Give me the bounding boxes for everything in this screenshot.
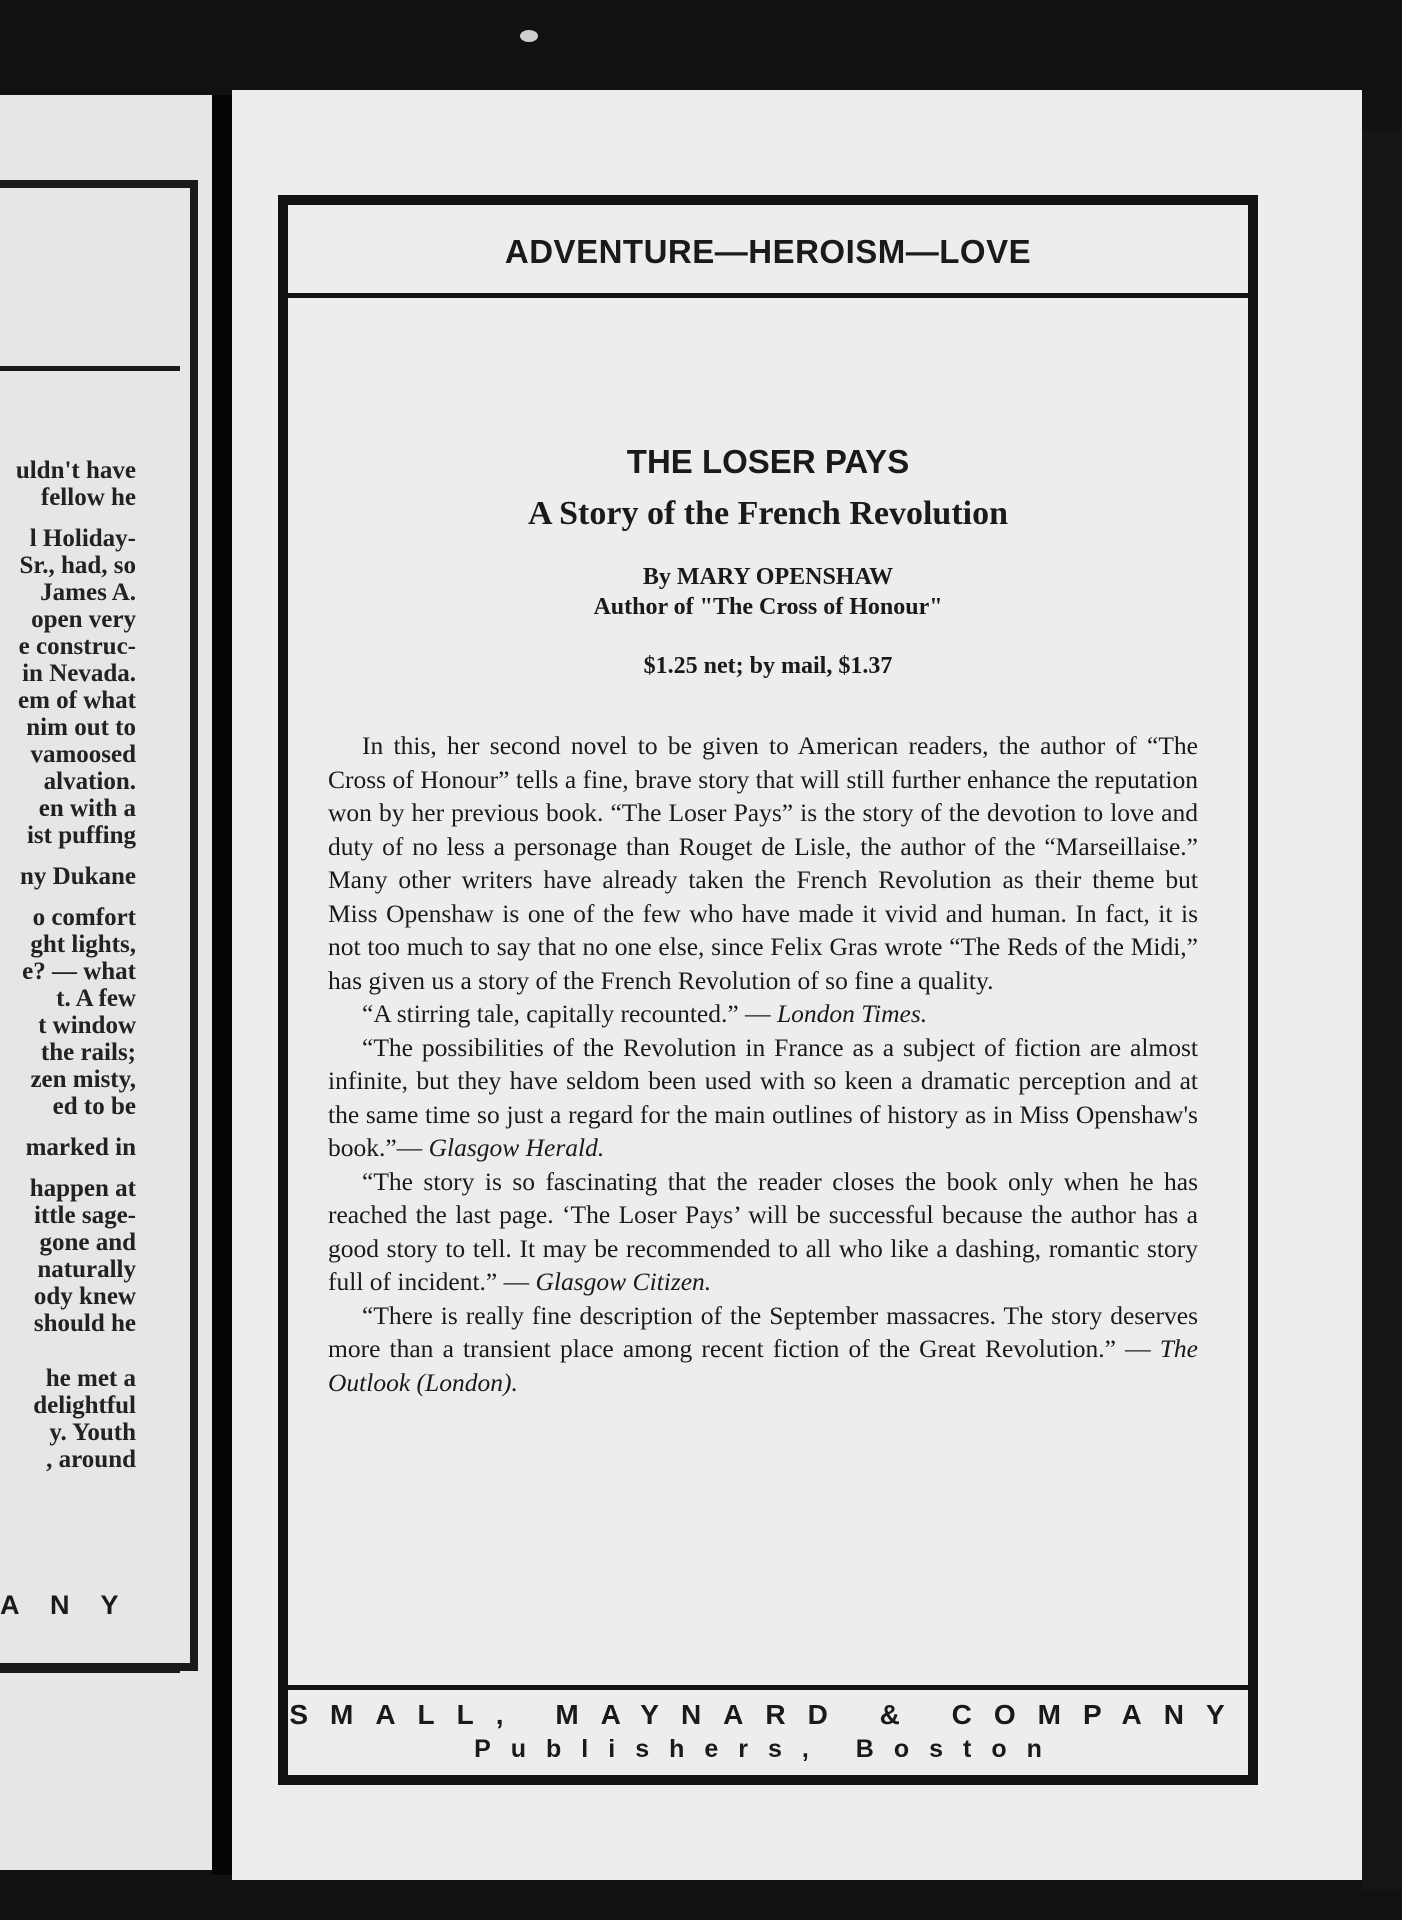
left-page-text xyxy=(0,457,136,1473)
byline: By MARY OPENSHAW xyxy=(642,564,894,590)
left-page-line: alvation. xyxy=(43,768,136,795)
advertisement-frame xyxy=(278,195,1258,1785)
review-source: The Outlook (London). xyxy=(328,1334,1198,1397)
review-source: Glasgow Herald. xyxy=(428,1133,605,1162)
left-page-line: happen at xyxy=(29,1175,136,1202)
left-page-line: fellow he xyxy=(34,484,136,511)
author-note: Author of "The Cross of Honour" xyxy=(593,594,943,620)
left-page-line: ny Dukane xyxy=(19,863,136,890)
left-page-line: o comfort xyxy=(32,904,136,931)
left-page-line: en with a xyxy=(38,795,136,822)
left-page-line: naturally xyxy=(31,1256,136,1283)
dust-speck xyxy=(520,30,538,42)
left-page-line: Sr., had, so xyxy=(19,552,136,579)
left-page-line: ody knew xyxy=(33,1283,136,1310)
review-paragraph xyxy=(328,1031,1198,1165)
footer-rule xyxy=(288,1685,1248,1690)
left-page-line: ittle sage- xyxy=(33,1202,136,1229)
review-paragraph xyxy=(328,1165,1198,1299)
left-page-line: y. Youth xyxy=(49,1419,136,1446)
left-page-line: in Nevada. xyxy=(22,660,136,687)
left-page-line: ght lights, xyxy=(30,931,136,958)
price-line: $1.25 net; by mail, $1.37 xyxy=(643,653,893,679)
book-spine xyxy=(212,95,232,1875)
left-page-line: James A. xyxy=(33,579,136,606)
review-quote: In this, her second novel to be given to American readers, the author of “The Cross of Honour” tells a fine, brave story that will still further enhance the reputation won by her previous book. “The Loser Pays” is the story of the devotion to love and duty of no less a personage than Rouget de Lisle, the author of the “Marseillaise.” Many other writers have already taken the French Revolution as their theme but Miss Openshaw is one of the few who have made it vivid and human. In fact, it is not too much to say that no one else, since Felix Gras wrote “The Reds of the Midi,” has given us a story of the French Revolution of so fine a quality. xyxy=(328,731,1198,995)
left-page-line: t window xyxy=(38,1012,136,1039)
left-page-line: em of what xyxy=(17,687,136,714)
book-subtitle: A Story of the French Revolution xyxy=(527,495,1009,532)
left-page-line xyxy=(0,1351,136,1365)
left-page-line xyxy=(0,1120,136,1134)
left-page-line xyxy=(0,849,136,863)
left-page-line: should he xyxy=(33,1310,136,1337)
review-paragraph xyxy=(328,1299,1198,1400)
left-page-footer-rule xyxy=(0,1668,180,1673)
page-edge-shadow xyxy=(1362,130,1402,1890)
left-page-line: l Holiday- xyxy=(29,525,136,552)
left-page xyxy=(0,95,212,1870)
ad-header: ADVENTURE—HEROISM—LOVE xyxy=(504,233,1032,270)
review-quote: “There is really fine description of the September massacres. The story deserves more than a transient place among recent fiction of the Great Revolution.” — xyxy=(328,1300,1198,1363)
left-page-line xyxy=(0,1161,136,1175)
header-box xyxy=(288,205,1248,298)
left-page-line: ist puffing xyxy=(26,822,136,849)
left-page-line xyxy=(0,511,136,525)
review-quote: “The story is so fascinating that the reader closes the book only when he has reached the last page. ‘The Loser Pays’ will be successful because the author has a good story to tell. It may be recommended to all who like a dashing, romantic story full of incident.” — xyxy=(328,1166,1198,1296)
left-page-line: vamoosed xyxy=(24,741,136,768)
review-quote: “The possibilities of the Revolution in France as a subject of fiction are almost infinite, but they have seldom been used with so keen a dramatic perception and at the same time so just a regard for the main outlines of history as in Miss Openshaw's book.”— xyxy=(328,1032,1198,1162)
left-page-line: he met a xyxy=(45,1365,136,1392)
publisher-location: Publishers, Boston xyxy=(474,1735,1062,1763)
left-page-line: zen misty, xyxy=(30,1066,136,1093)
left-page-line: uldn't have xyxy=(15,457,136,484)
left-page-line: the rails; xyxy=(40,1039,136,1066)
left-page-line: open very xyxy=(24,606,136,633)
review-quote: “A stirring tale, capitally recounted.” — xyxy=(362,999,777,1028)
left-page-line: marked in xyxy=(25,1134,136,1161)
review-source: London Times. xyxy=(776,999,928,1028)
review-paragraph xyxy=(328,729,1198,997)
left-page-line: gone and xyxy=(33,1229,136,1256)
review-paragraph xyxy=(328,997,1198,1031)
left-page-line: ed to be xyxy=(52,1093,136,1120)
left-page-header-rule xyxy=(0,366,180,371)
left-page-line xyxy=(0,1337,136,1351)
left-page-line: nim out to xyxy=(26,714,136,741)
left-page-line: , around xyxy=(46,1446,136,1473)
left-page-line xyxy=(0,890,136,904)
left-page-footer: A N Y xyxy=(0,1590,131,1620)
left-page-line: t. A few xyxy=(56,985,136,1012)
left-page-line: delightful xyxy=(33,1392,136,1419)
left-page-line: e? — what xyxy=(22,958,136,985)
publisher-name: SMALL, MAYNARD & COMPANY xyxy=(289,1699,1247,1730)
book-title: THE LOSER PAYS xyxy=(626,443,910,480)
review-source: Glasgow Citizen. xyxy=(535,1267,712,1296)
author-block xyxy=(288,562,1248,622)
left-page-line: e construc- xyxy=(18,633,136,660)
review-text xyxy=(328,729,1198,1399)
